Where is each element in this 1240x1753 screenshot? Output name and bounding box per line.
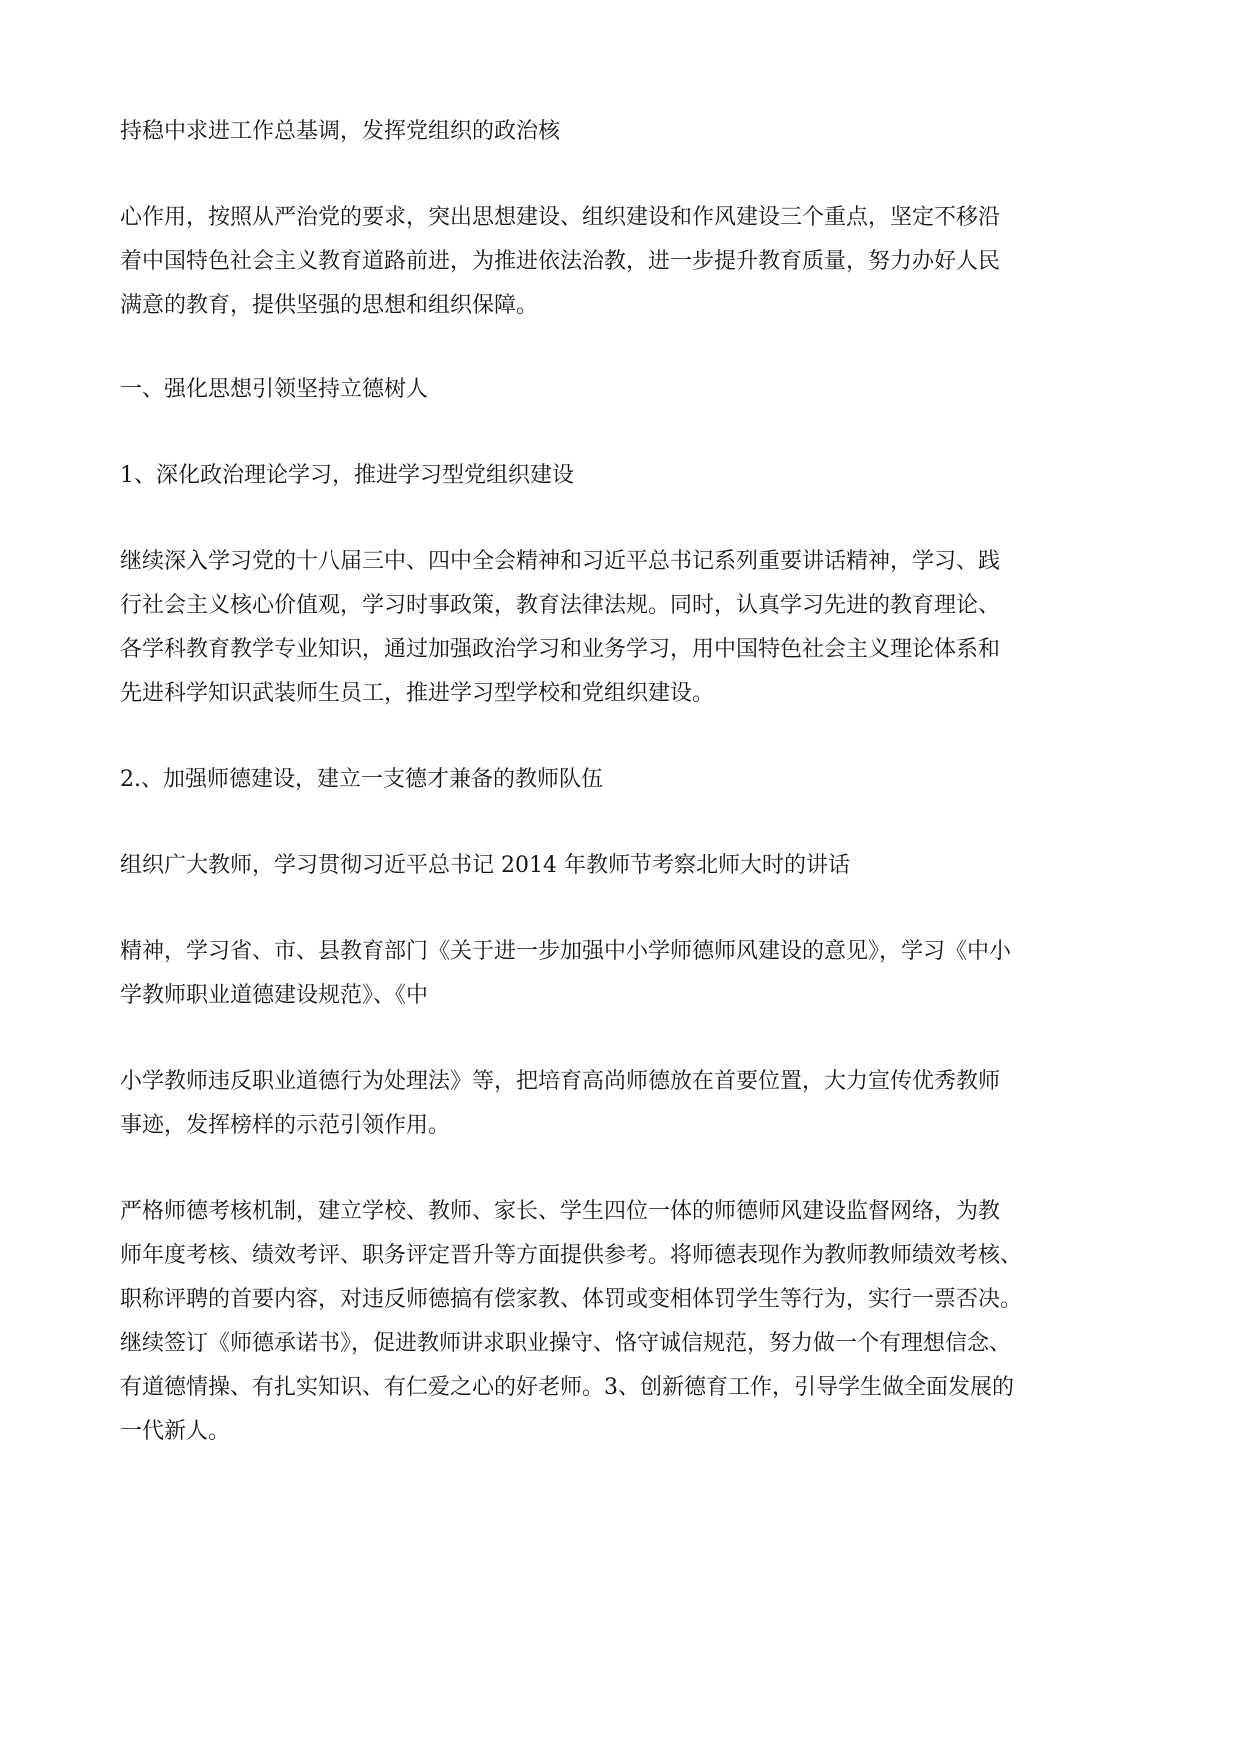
text-line: 学教师职业道德建设规范》、《中 [120,983,429,1008]
subsection-heading-1-1 [120,454,1130,498]
text-line: 继续深入学习党的十八届三中、四中全会精神和习近平总书记系列重要讲话精神，学习、践 [120,549,1001,574]
paragraph-overview [120,196,1130,328]
heading-text: 1、深化政治理论学习，推进学习型党组织建设 [120,463,574,488]
text-line: 严格师德考核机制，建立学校、教师、家长、学生四位一体的师德师风建设监督网络，为教 [120,1199,1001,1224]
paragraph-intro-fragment [120,110,1130,154]
heading-text: 一、强化思想引领坚持立德树人 [120,377,429,402]
text-line: 各学科教育教学专业知识，通过加强政治学习和业务学习，用中国特色社会主义理论体系和 [120,637,1001,662]
text-line: 先进科学知识武装师生员工，推进学习型学校和党组织建设。 [120,681,715,706]
paragraph-assessment [120,1190,1130,1454]
paragraph-spirit-study [120,930,1130,1018]
text-line: 着中国特色社会主义教育道路前进，为推进依法治教，进一步提升教育质量，努力办好人民 [120,249,1001,274]
text-line: 有道德情操、有扎实知识、有仁爱之心的好老师。3、创新德育工作，引导学生做全面发展的 [120,1375,1015,1400]
text-line: 组织广大教师，学习贯彻习近平总书记 2014 年教师节考察北师大时的讲话 [120,853,850,878]
text-line: 满意的教育，提供坚强的思想和组织保障。 [120,293,539,318]
text-line: 事迹，发挥榜样的示范引领作用。 [120,1113,451,1138]
subsection-heading-1-2 [120,758,1130,802]
text-line: 行社会主义核心价值观，学习时事政策，教育法律法规。同时，认真学习先进的教育理论、 [120,593,1001,618]
paragraph-teacher-organize [120,844,1130,888]
text-line: 职称评聘的首要内容，对违反师德搞有偿家教、体罚或变相体罚学生等行为，实行一票否决。 [120,1287,1023,1312]
text-line: 精神，学习省、市、县教育部门《关于进一步加强中小学师德师风建设的意见》，学习《中小 [120,939,1012,964]
text-line: 继续签订《师德承诺书》，促进教师讲求职业操守、恪守诚信规范，努力做一个有理想信念、 [120,1331,1012,1356]
section-heading-1 [120,368,1130,412]
heading-text: 2.、加强师德建设，建立一支德才兼备的教师队伍 [120,767,603,792]
paragraph-teacher-ethics [120,1060,1130,1148]
text-line: 一代新人。 [120,1419,231,1444]
text-line: 小学教师违反职业道德行为处理法》等，把培育高尚师德放在首要位置，大力宣传优秀教师 [120,1069,1001,1094]
text-line: 心作用，按照从严治党的要求，突出思想建设、组织建设和作风建设三个重点，坚定不移沿 [120,205,1001,230]
text-line: 师年度考核、绩效考评、职务评定晋升等方面提供参考。将师德表现作为教师教师绩效考核、 [120,1243,1023,1268]
text-line: 持稳中求进工作总基调，发挥党组织的政治核 [120,119,561,144]
paragraph-theory-study [120,540,1130,716]
